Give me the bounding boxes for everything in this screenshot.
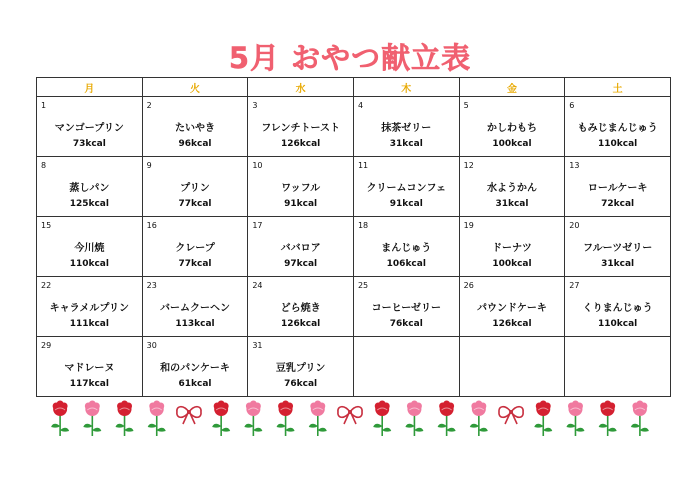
day-number: 30 — [146, 341, 157, 350]
snack-name: くりまんじゅう — [582, 303, 653, 314]
calorie-label: 31kcal — [601, 259, 635, 269]
week-row — [37, 97, 671, 157]
snack-name: フルーツゼリー — [583, 243, 653, 254]
day-cell — [459, 217, 565, 277]
snack-name: フレンチトースト — [261, 123, 341, 134]
day-number: 5 — [463, 101, 469, 110]
snack-name: ロールケーキ — [587, 183, 648, 194]
week-row — [37, 157, 671, 217]
week-row — [37, 337, 671, 397]
day-number: 22 — [41, 281, 52, 290]
snack-name: パウンドケーキ — [477, 303, 547, 314]
snack-name: 水ようかん — [486, 183, 537, 194]
snack-name: 和のパンケーキ — [160, 363, 230, 374]
day-cell — [459, 277, 565, 337]
day-number: 9 — [146, 161, 152, 170]
calorie-label: 73kcal — [72, 139, 106, 149]
day-cell — [353, 157, 459, 217]
carnation-icon — [309, 401, 327, 437]
day-number: 26 — [463, 281, 474, 290]
day-number: 15 — [41, 221, 52, 230]
carnation-icon — [438, 401, 456, 437]
ribbon-icon — [338, 407, 362, 424]
day-cell — [353, 337, 459, 397]
carnation-icon — [405, 401, 423, 437]
day-number: 17 — [252, 221, 263, 230]
weekday-header-row — [37, 78, 671, 97]
day-number: 23 — [146, 281, 157, 290]
day-number: 2 — [146, 101, 152, 110]
day-cell — [565, 97, 671, 157]
day-number: 29 — [41, 341, 52, 350]
day-number: 3 — [252, 101, 258, 110]
day-number: 12 — [463, 161, 474, 170]
snack-name: クリームコンフェ — [366, 183, 447, 194]
day-cell — [248, 277, 354, 337]
day-cell — [459, 97, 565, 157]
calorie-label: 100kcal — [492, 259, 532, 269]
carnation-icon — [277, 401, 295, 437]
snack-name: コーヒーゼリー — [371, 303, 441, 314]
carnation-icon — [534, 401, 552, 437]
day-cell — [248, 337, 354, 397]
day-cell — [142, 157, 248, 217]
calorie-label: 61kcal — [178, 379, 212, 389]
day-number: 11 — [357, 161, 369, 170]
calorie-label: 106kcal — [386, 259, 426, 269]
calorie-label: 126kcal — [492, 319, 532, 329]
day-number: 25 — [357, 281, 369, 290]
calorie-label: 110kcal — [69, 259, 109, 269]
carnation-icon — [373, 401, 391, 437]
calorie-label: 100kcal — [492, 139, 532, 149]
snack-name: どら焼き — [280, 303, 321, 314]
day-cell — [565, 157, 671, 217]
snack-calendar — [36, 77, 671, 397]
day-cell — [353, 277, 459, 337]
day-cell — [459, 157, 565, 217]
calorie-label: 91kcal — [389, 199, 423, 209]
snack-name: マンゴープリン — [54, 123, 124, 134]
calorie-label: 125kcal — [69, 199, 109, 209]
carnation-icon — [244, 401, 262, 437]
snack-name: プリン — [180, 183, 210, 194]
day-cell — [37, 157, 143, 217]
snack-name: バームクーヘン — [159, 303, 230, 314]
calorie-label: 126kcal — [281, 319, 321, 329]
snack-name: 豆乳プリン — [275, 363, 326, 374]
snack-name: 抹茶ゼリー — [381, 123, 432, 134]
weekday-mon: 月 — [37, 78, 143, 97]
carnation-icon — [148, 401, 166, 437]
weekday-thu: 木 — [353, 78, 459, 97]
snack-name: キャラメルプリン — [49, 303, 129, 314]
carnation-icon — [631, 401, 649, 437]
calorie-label: 96kcal — [178, 139, 212, 149]
snack-name: 今川焼 — [74, 243, 105, 254]
day-cell — [37, 97, 143, 157]
calorie-label: 110kcal — [598, 139, 638, 149]
day-cell — [37, 217, 143, 277]
day-number: 19 — [463, 221, 474, 230]
week-row — [37, 277, 671, 337]
weekday-fri: 金 — [459, 78, 565, 97]
snack-name: マドレーヌ — [64, 363, 115, 374]
calorie-label: 126kcal — [281, 139, 321, 149]
day-number: 1 — [41, 101, 47, 110]
day-number: 24 — [252, 281, 263, 290]
day-cell — [459, 337, 565, 397]
day-number: 31 — [252, 341, 263, 350]
calorie-label: 76kcal — [389, 319, 423, 329]
day-number: 4 — [357, 101, 364, 110]
snack-name: クレープ — [175, 243, 215, 254]
calorie-label: 113kcal — [175, 319, 215, 329]
day-cell — [353, 217, 459, 277]
day-number: 13 — [569, 161, 580, 170]
day-cell — [248, 157, 354, 217]
snack-name: もみじまんじゅう — [577, 123, 658, 134]
calorie-label: 97kcal — [284, 259, 318, 269]
calorie-label: 91kcal — [284, 199, 318, 209]
day-cell — [248, 97, 354, 157]
snack-name: 蒸しパン — [69, 183, 110, 194]
day-number: 27 — [569, 281, 580, 290]
calorie-label: 77kcal — [178, 199, 212, 209]
snack-name: かしわもち — [486, 123, 537, 134]
carnation-icon — [51, 401, 69, 437]
calorie-label: 31kcal — [495, 199, 529, 209]
day-cell — [353, 97, 459, 157]
calorie-label: 72kcal — [601, 199, 635, 209]
weekday-wed: 水 — [248, 78, 354, 97]
day-cell — [565, 337, 671, 397]
calorie-label: 31kcal — [389, 139, 423, 149]
carnation-icon — [116, 401, 134, 437]
ribbon-icon — [499, 407, 523, 424]
day-cell — [37, 277, 143, 337]
day-number: 10 — [252, 161, 263, 170]
flower-border — [44, 400, 656, 440]
day-number: 6 — [569, 101, 575, 110]
calorie-label: 76kcal — [284, 379, 318, 389]
day-cell — [248, 217, 354, 277]
calorie-label: 110kcal — [598, 319, 638, 329]
day-cell — [565, 277, 671, 337]
carnation-icon — [83, 401, 101, 437]
day-cell — [142, 217, 248, 277]
day-number: 8 — [41, 161, 47, 170]
carnation-icon — [470, 401, 488, 437]
carnation-icon — [212, 401, 230, 437]
snack-name: ババロア — [280, 243, 321, 254]
day-number: 16 — [146, 221, 157, 230]
weekday-sat: 土 — [565, 78, 671, 97]
day-cell — [565, 217, 671, 277]
ribbon-icon — [177, 407, 201, 424]
weekday-tue: 火 — [142, 78, 248, 97]
day-cell — [142, 337, 248, 397]
calorie-label: 111kcal — [69, 319, 109, 329]
calorie-label: 77kcal — [178, 259, 212, 269]
calorie-label: 117kcal — [69, 379, 109, 389]
carnation-icon — [599, 401, 617, 437]
snack-name: たいやき — [174, 123, 215, 134]
day-number: 20 — [569, 221, 580, 230]
carnation-icon — [566, 401, 584, 437]
page-title: 5月 おやつ献立表 — [228, 41, 472, 75]
snack-name: ドーナツ — [492, 243, 532, 254]
day-number: 18 — [357, 221, 369, 230]
snack-name: まんじゅう — [381, 243, 432, 254]
day-cell — [37, 337, 143, 397]
snack-name: ワッフル — [281, 183, 321, 194]
day-cell — [142, 97, 248, 157]
day-cell — [142, 277, 248, 337]
week-row — [37, 217, 671, 277]
